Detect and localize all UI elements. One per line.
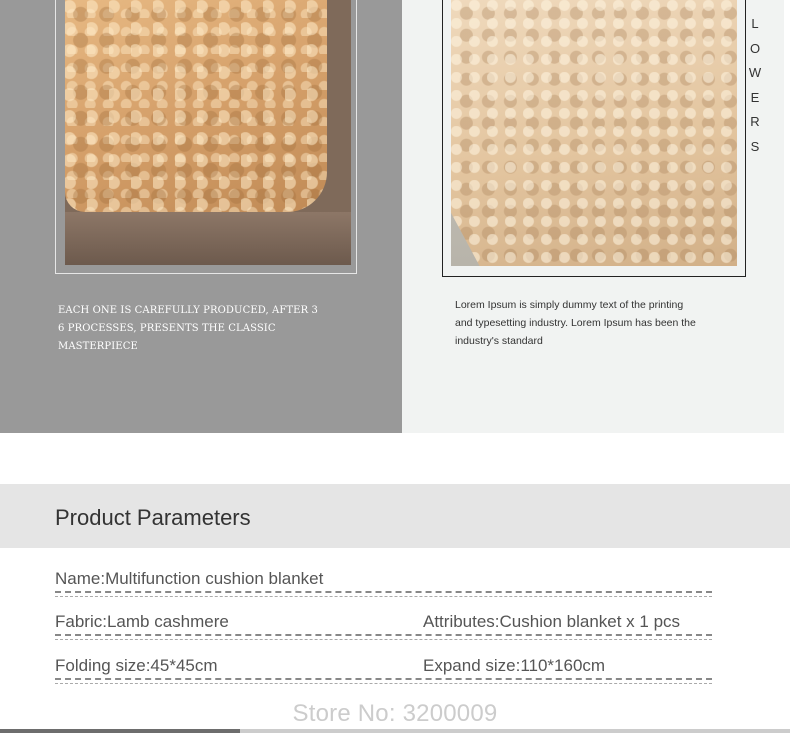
lamb-fur-cushion-image — [65, 0, 327, 212]
param-divider — [55, 682, 712, 684]
wood-floor-image — [65, 212, 351, 265]
param-divider — [55, 595, 712, 597]
vertical-letter: S — [750, 138, 760, 154]
lamb-fur-blanket-image — [451, 0, 737, 266]
param-attributes: Attributes:Cushion blanket x 1 pcs — [423, 612, 681, 631]
param-divider — [55, 590, 712, 593]
param-divider — [55, 677, 712, 680]
vertical-letter: E — [750, 89, 760, 105]
param-expand-size: Expand size:110*160cm — [423, 656, 606, 675]
param-divider — [55, 633, 712, 636]
right-caption-line: Lorem Ipsum is simply dummy text of the printing — [455, 299, 684, 311]
store-number-watermark: Store No: 3200009 — [292, 700, 498, 727]
param-name: Name:Multifunction cushion blanket — [55, 569, 324, 588]
vertical-letter: L — [751, 16, 759, 31]
left-caption-line: EACH ONE IS CAREFULLY PRODUCED, AFTER 3 — [58, 305, 318, 316]
footer-band — [0, 729, 790, 733]
right-caption — [455, 296, 745, 350]
vertical-letter: R — [750, 114, 760, 130]
vertical-letter: O — [749, 40, 761, 56]
left-product-photo — [65, 0, 351, 265]
params-title: Product Parameters — [55, 505, 251, 530]
vertical-decorative-word — [746, 12, 764, 160]
param-fabric: Fabric:Lamb cashmere — [55, 612, 229, 631]
left-caption-line: 6 PROCESSES, PRESENTS THE CLASSIC MASTERPIECE — [58, 323, 276, 352]
right-caption-line: and typesetting industry. Lorem Ipsum has been the — [455, 317, 696, 329]
param-folding-size: Folding size:45*45cm — [55, 656, 218, 675]
left-caption — [58, 302, 358, 356]
right-product-photo — [451, 0, 737, 266]
right-caption-line: industry's standard — [455, 335, 543, 347]
param-divider — [55, 638, 712, 640]
vertical-letter: W — [748, 65, 762, 81]
